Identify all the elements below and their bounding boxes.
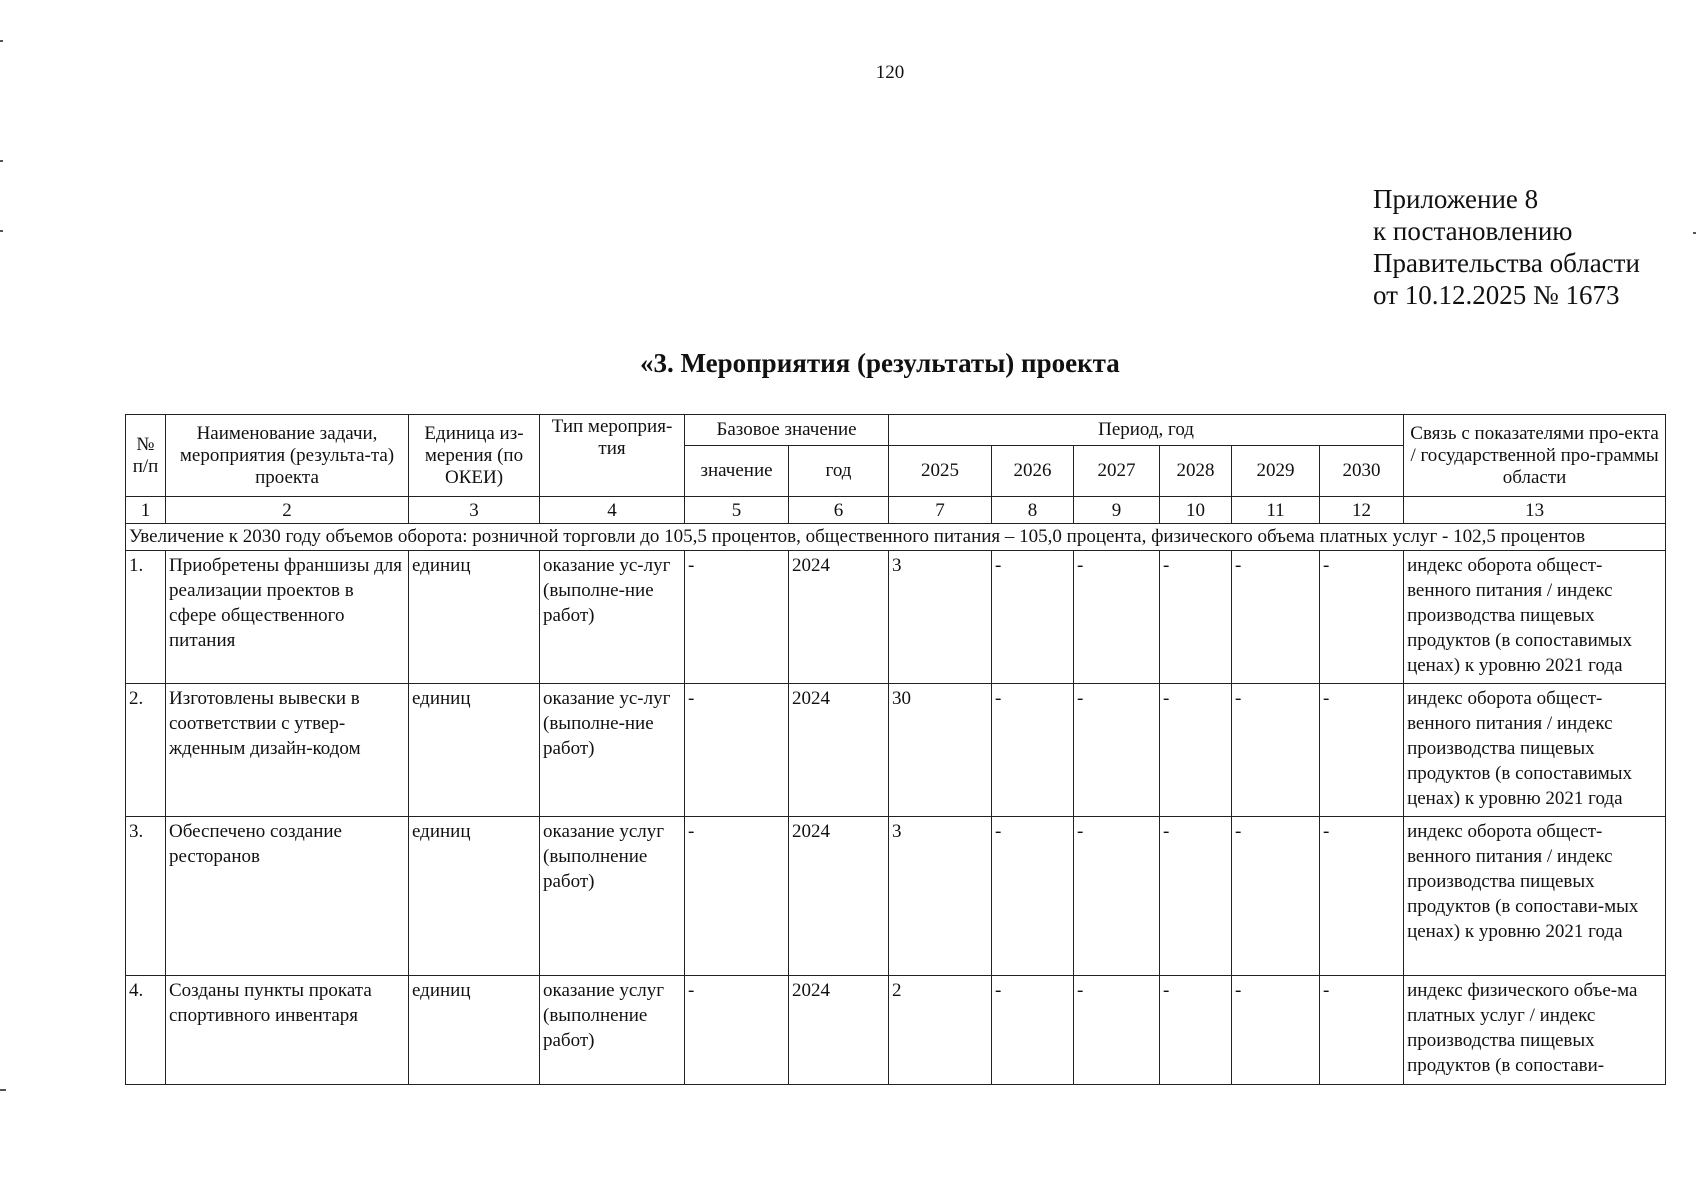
column-number: 5 [685,497,789,524]
row-2025: 3 [889,551,992,684]
row-base-value: - [685,817,789,976]
appendix-line-2: к постановлению [1373,216,1573,246]
header-2025: 2025 [889,446,992,497]
row-2028: - [1160,976,1232,1085]
column-number: 10 [1160,497,1232,524]
row-2029: - [1232,817,1320,976]
table-row [126,551,1666,684]
header-period: Период, год [889,415,1404,446]
column-number-row [126,497,1666,524]
row-base-year: 2024 [789,551,889,684]
column-number: 11 [1232,497,1320,524]
row-2025: 3 [889,817,992,976]
header-base: Базовое значение [685,415,889,446]
row-base-value: - [685,976,789,1085]
header-2027: 2027 [1074,446,1160,497]
row-2030: - [1320,817,1404,976]
row-link: индекс оборота общест-венного питания / индекс производства пищевых продуктов (в сопоставимых ценах) к уровню 2021 года [1404,684,1666,817]
row-type: оказание ус-луг (выполне-ние работ) [540,684,685,817]
scan-mark [0,1089,6,1091]
header-num: № п/п [126,415,166,497]
row-base-year: 2024 [789,684,889,817]
appendix-line-1: Приложение 8 [1373,184,1539,214]
header-link: Связь с показателями про-екта / государственной про-граммы области [1404,415,1666,497]
header-2028: 2028 [1160,446,1232,497]
header-unit: Единица из-мерения (по ОКЕИ) [409,415,540,497]
column-number: 8 [992,497,1074,524]
row-num: 1. [126,551,166,684]
header-row-1 [126,415,1666,446]
row-unit: единиц [409,684,540,817]
column-number: 3 [409,497,540,524]
row-2028: - [1160,551,1232,684]
row-2027: - [1074,551,1160,684]
scan-mark [0,160,3,162]
row-name: Приобретены франшизы для реализации проектов в сфере общественного питания [166,551,409,684]
column-number: 13 [1404,497,1666,524]
scan-mark [0,40,3,42]
row-base-value: - [685,551,789,684]
row-base-value: - [685,684,789,817]
table-row [126,684,1666,817]
row-2025: 2 [889,976,992,1085]
row-2029: - [1232,551,1320,684]
column-number: 12 [1320,497,1404,524]
row-num: 2. [126,684,166,817]
row-num: 4. [126,976,166,1085]
row-2027: - [1074,817,1160,976]
table-row [126,976,1666,1085]
column-number: 4 [540,497,685,524]
row-2026: - [992,817,1074,976]
scan-mark [0,230,3,232]
column-number: 2 [166,497,409,524]
row-2030: - [1320,551,1404,684]
row-link: индекс физического объе-ма платных услуг / индекс производства пищевых продуктов (в сопостави- [1404,976,1666,1085]
row-base-year: 2024 [789,976,889,1085]
row-name: Обеспечено создание ресторанов [166,817,409,976]
row-type: оказание ус-луг (выполне-ние работ) [540,551,685,684]
appendix-line-3: Правительства области [1373,248,1640,278]
header-base-year: год [789,446,889,497]
header-2026: 2026 [992,446,1074,497]
row-2027: - [1074,976,1160,1085]
row-2026: - [992,551,1074,684]
page-number: 120 [875,62,905,83]
goal-row [126,524,1666,551]
row-name: Созданы пункты проката спортивного инвентаря [166,976,409,1085]
column-number: 7 [889,497,992,524]
row-link: индекс оборота общест-венного питания / индекс производства пищевых продуктов (в сопоставимых ценах) к уровню 2021 года [1404,551,1666,684]
row-2026: - [992,684,1074,817]
row-type: оказание услуг (выполнение работ) [540,976,685,1085]
appendix-note [1373,183,1640,311]
header-base-value: значение [685,446,789,497]
scan-mark [1693,232,1696,234]
appendix-line-4: от 10.12.2025 № 1673 [1373,280,1620,310]
row-2026: - [992,976,1074,1085]
header-name: Наименование задачи, мероприятия (результа-та) проекта [166,415,409,497]
header-2030: 2030 [1320,446,1404,497]
row-2027: - [1074,684,1160,817]
row-2029: - [1232,684,1320,817]
row-2028: - [1160,684,1232,817]
row-2028: - [1160,817,1232,976]
row-2029: - [1232,976,1320,1085]
row-unit: единиц [409,976,540,1085]
header-2029: 2029 [1232,446,1320,497]
goal-text: Увеличение к 2030 году объемов оборота: розничной торговли до 105,5 процентов, общественного питания – 105,0 процента, физического объема платных услуг - 102,5 процентов [126,524,1666,551]
table-row [126,817,1666,976]
column-number: 1 [126,497,166,524]
row-name: Изготовлены вывески в соответствии с утвер-жденным дизайн-кодом [166,684,409,817]
column-number: 6 [789,497,889,524]
row-link: индекс оборота общест-венного питания / индекс производства пищевых продуктов (в сопостави-мых ценах) к уровню 2021 года [1404,817,1666,976]
row-type: оказание услуг (выполнение работ) [540,817,685,976]
section-title: «3. Мероприятия (результаты) проекта [640,348,1120,378]
row-unit: единиц [409,551,540,684]
row-2030: - [1320,684,1404,817]
row-num: 3. [126,817,166,976]
row-unit: единиц [409,817,540,976]
row-base-year: 2024 [789,817,889,976]
header-type: Тип мероприя-тия [540,415,685,497]
activities-table [125,414,1666,1085]
row-2030: - [1320,976,1404,1085]
row-2025: 30 [889,684,992,817]
column-number: 9 [1074,497,1160,524]
